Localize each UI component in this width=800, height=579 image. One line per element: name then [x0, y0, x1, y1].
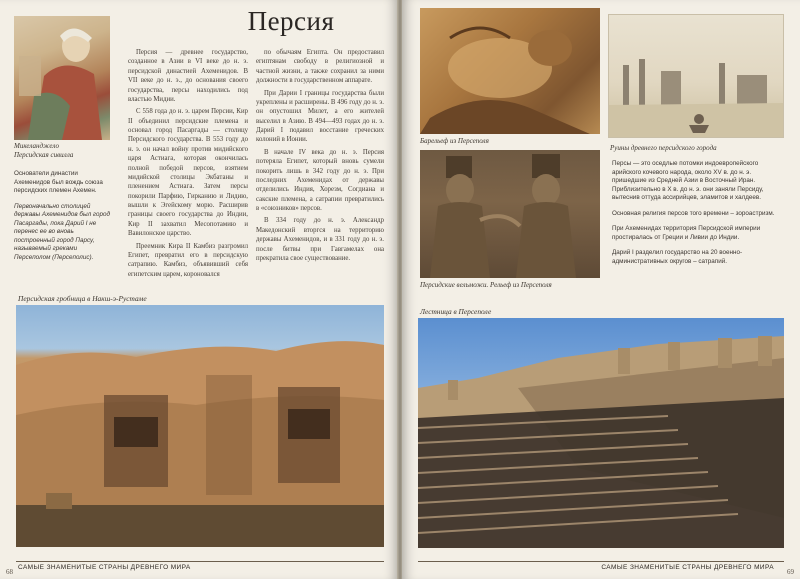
article-paragraph: Преемник Кира II Камбиз разгромил Египет, превратил его в персидскую сатрапию. Камбиз, объявивший себя египетским царем, короновался	[128, 242, 248, 278]
left-footer-text: САМЫЕ ЗНАМЕНИТЫЕ СТРАНЫ ДРЕВНЕГО МИРА	[18, 564, 191, 571]
tomb-cliff-svg	[16, 305, 384, 547]
nobles-relief-photo	[420, 150, 600, 278]
left-sidebar-paragraph: Первоначально столицей державы Ахеменидов был город Пасаргады, пока Дарий I не перенес ее во вновь построенный город Парсу, называемый греками Персеполом (Персеполис).	[14, 202, 110, 261]
fresco-caption-line2: Персидская сивилла	[14, 150, 74, 159]
fresco-caption-line1: Микеланджело	[14, 142, 60, 150]
lion-relief-photo	[420, 8, 600, 134]
left-sidebar-paragraph: Основатели династии Ахеменидов был вождь союза персидских племен Ахемен.	[14, 170, 103, 194]
sibyl-fresco-image	[14, 16, 110, 140]
right-page-number: 69	[787, 568, 794, 576]
stairs-caption: Лестница в Персеполе	[420, 307, 492, 316]
left-page	[0, 0, 398, 579]
article-paragraph: В 334 году до н. э. Александр Македонский вторгся на территорию державы Ахеменидов, и в 331 году до н. э. после битвы при Гавгамелах она прекратила свое существование.	[256, 217, 384, 262]
article-paragraph: Персия — древнее государство, созданное в Азии в VI веке до н. э. персидской династией Ахеменидов. В VII веке до н. э., до основания своего государства, персы находились под властью Мидии.	[128, 49, 248, 103]
article-column-2	[256, 48, 384, 266]
right-sidebar-paragraph: Дарий I разделил государство на 20 военно-административных округов – сатрапий.	[612, 249, 743, 265]
ruins-engraving-image	[608, 14, 784, 138]
fresco-caption	[14, 142, 114, 160]
sibyl-figure-svg	[14, 16, 110, 140]
right-footer-text: САМЫЕ ЗНАМЕНИТЫЕ СТРАНЫ ДРЕВНЕГО МИРА	[601, 564, 774, 571]
page-title: Персия	[247, 6, 335, 36]
article-paragraph: С 558 года до н. э. царем Персии, Кир II объединил персидские племена и основал город Пасаргады — столицу Персидского государства. В 553 году до н. э. он начал войну против мидийского царя Астиага, которая окончилась полной победой персов, взятием мидийской столицы Экбатаны и пленением Астиага. Затем персы покорили Парфию, Гирканию и Лидию, вышли к Эгейскому морю. Расширив границы своего государства до Индии, Кир II захватил Месопотамию и Вавилонское царство.	[128, 108, 248, 238]
right-sidebar-paragraph: Персы — это оседлые потомки индоевропейского арийского кочевого народа, около XV в. до н. э. пришедшие из Средней Азии в Восточный Иран. Приблизительно в X в. до н. э. они заняли Персиду, вытеснив оттуда ассирийцев, эламитов и халдеев.	[612, 160, 764, 201]
tomb-caption: Персидская гробница в Накш-э-Рустаме	[18, 294, 147, 303]
lion-relief-svg	[420, 8, 600, 134]
staircase-svg	[418, 318, 784, 548]
left-sidebar	[14, 170, 114, 262]
article-paragraph: по обычаям Египта. Он предоставил египтянам свободу в религиозной и частной жизни, а также сохранил за ними должности в государственном аппарате.	[256, 49, 384, 85]
left-page-number: 68	[6, 568, 13, 576]
tomb-photo	[16, 305, 384, 547]
article-paragraph: В начале IV века до н. э. Персия потеряла Египет, который вновь сумели покорить лишь в 342 году до н. э. При последних Ахеменидах от державы отделились Индия, Хорезм, Согдиана и сакские племена, а сатрапии превратились в «союзников» персов.	[256, 148, 384, 212]
right-sidebar	[612, 160, 784, 266]
article-paragraph: При Дарии I границы государства были укреплены и расширены. В 496 году до н. э. он опустошил Милет, а его жителей выселил в Азию. В 494—493 годах до н. э. Дарий I подавил восстание греческих колоний в Ионии.	[256, 89, 384, 144]
nobles-relief-svg	[420, 150, 600, 278]
ruins-caption: Руины древнего персидского города	[610, 144, 717, 152]
relief-caption: Барельеф из Персеполя	[420, 137, 489, 145]
nobles-caption: Персидские вельможи. Рельеф из Персеполя	[420, 281, 552, 289]
article-column-1	[128, 48, 248, 282]
persepolis-staircase-photo	[418, 318, 784, 548]
right-sidebar-paragraph: Основная религия персов того времени – зороастризм.	[612, 209, 775, 217]
right-page	[402, 0, 800, 579]
right-sidebar-paragraph: При Ахеменидах территория Персидской империи простиралась от Греции и Ливии до Индии.	[612, 225, 761, 241]
ruins-svg	[609, 15, 784, 138]
